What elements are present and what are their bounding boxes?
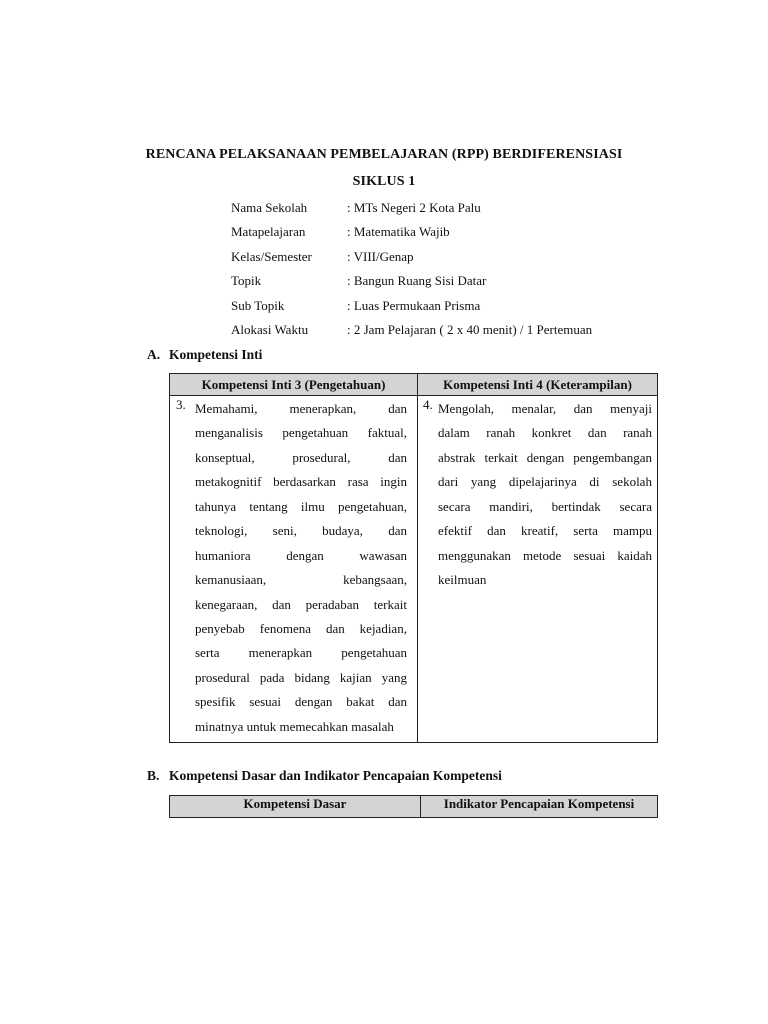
word: bidang [294, 669, 330, 685]
word: spesifik [195, 694, 236, 710]
paragraph-line [195, 568, 407, 592]
paragraph-line [195, 421, 407, 445]
word: yang [381, 669, 407, 685]
ki3-cell [170, 396, 418, 743]
section-a-heading [147, 347, 262, 363]
info-label: Matapelajaran [231, 224, 306, 240]
kompetensi-dasar-table [169, 795, 658, 818]
paragraph-line [195, 470, 407, 494]
word: kreatif, [520, 523, 559, 539]
word: faktual, [367, 425, 407, 441]
paragraph-line [195, 690, 407, 714]
ki3-header: Kompetensi Inti 3 (Pengetahuan) [170, 374, 418, 396]
word: rasa [347, 474, 369, 490]
info-row [231, 322, 592, 346]
info-value: : Matematika Wajib [347, 224, 450, 240]
word: dalam [438, 425, 470, 441]
word: menyaji [610, 401, 652, 416]
word: metakognitif [195, 474, 262, 490]
word: sesuai [573, 547, 606, 563]
word: pengetahuan [282, 425, 349, 441]
word: budaya, [322, 523, 363, 539]
word: secara [619, 498, 652, 514]
word: ranah [623, 425, 652, 441]
word: ranah [486, 425, 516, 441]
section-b-letter: B. [147, 768, 160, 783]
ki4-number: 4. [423, 397, 433, 412]
word: serta [195, 645, 220, 661]
paragraph-line [195, 446, 407, 470]
word: kaidah [617, 547, 652, 563]
info-row [231, 249, 592, 273]
word: dan [272, 596, 291, 612]
ki3-text [195, 397, 407, 739]
paragraph-line [195, 519, 407, 543]
word: pengembangan [573, 449, 652, 465]
section-b-title: Kompetensi Dasar dan Indikator Pencapaian Kompetensi [169, 768, 502, 783]
word: wawasan [359, 547, 407, 563]
ki3-number: 3. [176, 397, 186, 412]
word: dan [388, 401, 407, 416]
paragraph-line: minatnya untuk memecahkan masalah [195, 718, 394, 734]
word: dan [325, 620, 345, 636]
paragraph-line [195, 617, 407, 641]
word: penyebab [195, 620, 245, 636]
word: terkait [484, 449, 518, 465]
info-label: Nama Sekolah [231, 200, 308, 215]
word: peradaban [305, 596, 360, 612]
word: ilmu [300, 498, 325, 514]
section-a-letter: A. [147, 347, 161, 362]
word: kebangsaan, [343, 572, 407, 588]
word: berdasarkan [273, 474, 336, 490]
word: Mengolah, [438, 401, 494, 416]
paragraph-line [195, 544, 407, 568]
ki4-cell [418, 396, 658, 743]
word: secara [438, 498, 471, 514]
paragraph-line [438, 519, 652, 543]
word: mampu [612, 523, 652, 539]
word: pengetahuan, [338, 498, 407, 514]
word: sesuai [249, 694, 282, 710]
word: efektif [438, 523, 472, 539]
paragraph-line: keilmuan [438, 572, 487, 588]
word: Memahami, [195, 401, 258, 416]
info-label: Alokasi Waktu [231, 321, 309, 337]
word: dan [388, 694, 407, 710]
word: menganalisis [195, 425, 263, 441]
word: dengan [286, 547, 324, 563]
word: terkait [373, 596, 407, 612]
info-label: Topik [231, 273, 262, 289]
word: humaniora [195, 547, 251, 563]
word: mandiri, [489, 498, 533, 514]
word: prosedural [195, 669, 250, 685]
word: bertindak [551, 498, 601, 514]
section-a-title: Kompetensi Inti [169, 347, 263, 362]
word: seni, [272, 523, 297, 539]
info-value: : VIII/Genap [347, 248, 414, 264]
kompetensi-inti-table [169, 373, 658, 743]
info-row [231, 200, 592, 224]
word: dan [388, 523, 407, 539]
paragraph-line [438, 397, 652, 421]
word: metode [523, 547, 562, 563]
word: dari [438, 474, 459, 490]
paragraph-line [438, 544, 652, 568]
paragraph-line [438, 470, 652, 494]
kd-header: Kompetensi Dasar [170, 796, 421, 818]
document-subtitle: SIKLUS 1 [352, 174, 416, 189]
info-row [231, 224, 592, 248]
word: tentang [249, 498, 288, 514]
paragraph-line [195, 397, 407, 421]
word: kajian [339, 669, 372, 685]
document-title: RENCANA PELAKSANAAN PEMBELAJARAN (RPP) BERDIFERENSIASI [145, 147, 623, 162]
ipk-header: Indikator Pencapaian Kompetensi [421, 796, 658, 818]
word: bakat [346, 694, 375, 710]
word: teknologi, [195, 523, 248, 539]
word: konkret [531, 425, 572, 441]
identity-table [231, 200, 592, 346]
word: fenomena [259, 620, 312, 636]
word: abstrak [438, 449, 476, 465]
info-label: Sub Topik [231, 297, 285, 313]
word: dengan [526, 449, 565, 465]
ki4-header: Kompetensi Inti 4 (Keterampilan) [418, 374, 658, 396]
word: dan [587, 425, 607, 441]
word: konseptual, [195, 449, 255, 465]
ki4-text [438, 397, 652, 593]
word: dan [487, 523, 506, 539]
paragraph-line [195, 495, 407, 519]
word: di [589, 474, 600, 490]
word: dan [388, 449, 407, 465]
word: yang [470, 474, 497, 490]
info-label: Kelas/Semester [231, 248, 312, 264]
paragraph-line [438, 446, 652, 470]
info-value: : Bangun Ruang Sisi Datar [347, 273, 487, 289]
word: sekolah [612, 474, 652, 490]
word: menalar, [511, 401, 557, 416]
paragraph-line [438, 421, 652, 445]
paragraph-line [195, 666, 407, 690]
info-row [231, 298, 592, 322]
paragraph-line [195, 593, 407, 617]
info-value: : 2 Jam Pelajaran ( 2 x 40 menit) / 1 Pertemuan [347, 321, 593, 337]
word: kemanusiaan, [195, 572, 267, 588]
word: dipelajarinya [508, 474, 577, 490]
word: tahunya [195, 498, 237, 514]
info-value: : Luas Permukaan Prisma [347, 297, 481, 313]
word: ingin [380, 474, 407, 490]
word: serta [573, 523, 598, 539]
word: kenegaraan, [195, 596, 258, 612]
word: menerapkan [248, 645, 313, 661]
word: prosedural, [292, 449, 351, 465]
word: kejadian, [359, 620, 407, 636]
word: menerapkan, [289, 401, 357, 416]
word: pada [259, 669, 285, 685]
word: dan [573, 401, 593, 416]
word: pengetahuan [341, 645, 407, 661]
section-b-heading [147, 768, 502, 784]
paragraph-line [438, 495, 652, 519]
info-row [231, 273, 592, 297]
info-value: : MTs Negeri 2 Kota Palu [347, 200, 481, 215]
word: menggunakan [438, 547, 511, 563]
word: dengan [294, 694, 333, 710]
paragraph-line [195, 641, 407, 665]
